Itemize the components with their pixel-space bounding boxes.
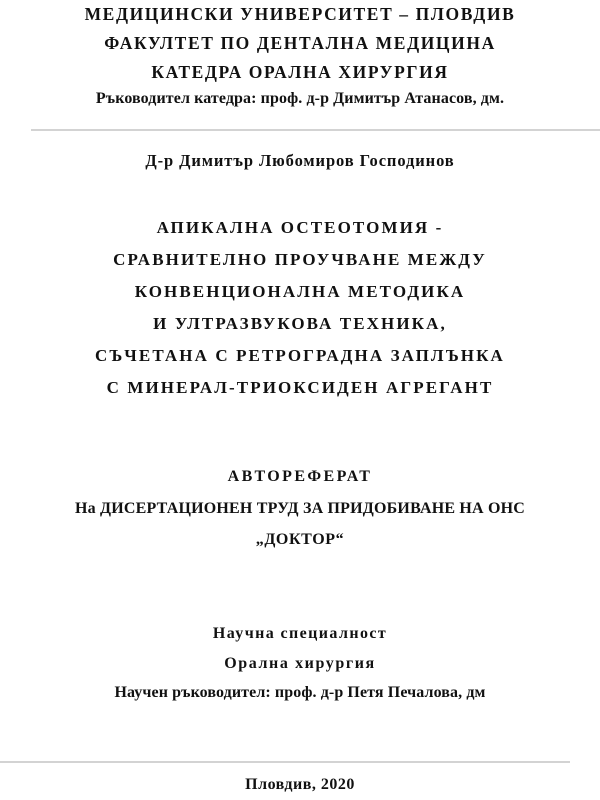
- place-and-year: Пловдив, 2020: [245, 776, 355, 793]
- dissertation-title-line-4: И УЛТРАЗВУКОВА ТЕХНИКА,: [153, 314, 447, 333]
- abstract-heading: АВТОРЕФЕРАТ: [227, 468, 373, 485]
- dissertation-title-line-1: АПИКАЛНА ОСТЕОТОМИЯ -: [156, 218, 444, 237]
- department-name: КАТЕДРА ОРАЛНА ХИРУРГИЯ: [151, 62, 449, 82]
- divider-bottom: [0, 761, 570, 763]
- author-name: Д-р Димитър Любомиров Господинов: [145, 151, 455, 170]
- abstract-subtitle: На ДИСЕРТАЦИОНЕН ТРУД ЗА ПРИДОБИВАНЕ НА ОНС: [74, 500, 526, 517]
- head-of-department: Ръководител катедра: проф. д-р Димитър Атанасов, дм.: [95, 90, 505, 107]
- dissertation-title-line-5: СЪЧЕТАНА С РЕТРОГРАДНА ЗАПЛЪНКА: [95, 346, 505, 365]
- dissertation-title-line-3: КОНВЕНЦИОНАЛНА МЕТОДИКА: [134, 282, 466, 301]
- dissertation-title-line-2: СРАВНИТЕЛНО ПРОУЧВАНЕ МЕЖДУ: [113, 250, 487, 269]
- scientific-supervisor: Научен ръководител: проф. д-р Петя Печалова, дм: [114, 684, 486, 701]
- divider-top: [31, 129, 600, 131]
- faculty-name: ФАКУЛТЕТ ПО ДЕНТАЛНА МЕДИЦИНА: [104, 33, 496, 53]
- specialty-label: Научна специалност: [212, 625, 388, 642]
- university-name: МЕДИЦИНСКИ УНИВЕРСИТЕТ – ПЛОВДИВ: [84, 4, 516, 24]
- abstract-degree: „ДОКТОР“: [255, 531, 345, 548]
- dissertation-title-line-6: С МИНЕРАЛ-ТРИОКСИДЕН АГРЕГАНТ: [106, 378, 494, 397]
- specialty-value: Орална хирургия: [224, 655, 376, 672]
